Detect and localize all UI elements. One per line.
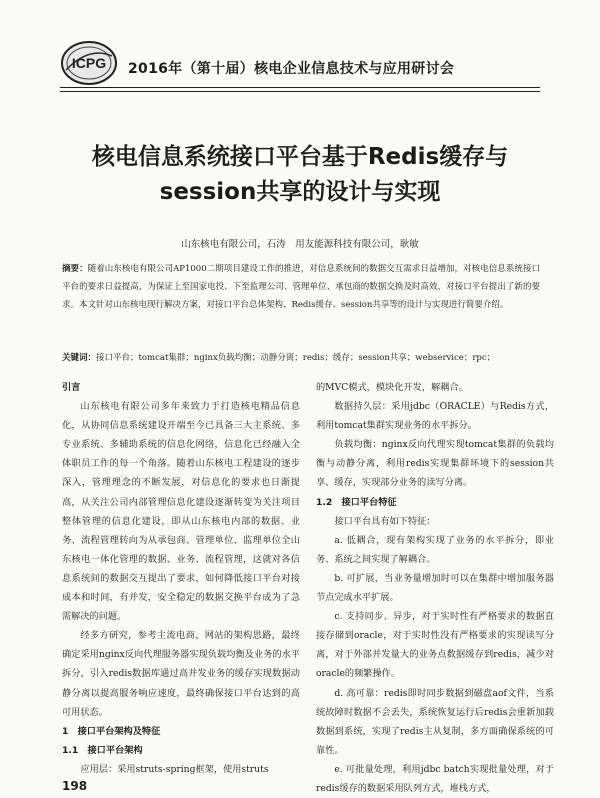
section-heading: 引言 xyxy=(62,382,81,393)
body-right-column xyxy=(316,378,554,798)
header-rule-bottom xyxy=(60,91,540,92)
paper-title-line2: session共享的设计与实现 xyxy=(159,179,441,205)
paragraph: 负载均衡：nginx反向代理实现tomcat集群的负载均衡与动静分离，利用redis实现集群环境下的session共享、缓存，实现部分业务的读写分离。 xyxy=(316,439,554,489)
paragraph: 应用层：采用struts-spring框架，使用struts xyxy=(80,763,269,775)
paragraph: 经多方研究，参考主流电商、网站的架构思路，最终确定采用nginx反向代理服务器实现负载均衡及业务的水平拆分，引入redis数据库通过高并发业务的缓存实现数据动静分离以提高服务响应速度，最终确保接口平台达到的高可用状态。 xyxy=(62,630,300,718)
body-left-column xyxy=(62,378,300,779)
paper-title-line1: 核电信息系统接口平台基于Redis缓存与 xyxy=(91,144,509,170)
conference-title: 2016年（第十届）核电企业信息技术与应用研讨会 xyxy=(128,61,455,77)
keywords-text: 接口平台；tomcat集群；nginx负载均衡；动静分离；redis；缓存；session共享；webservice；rpc； xyxy=(96,353,496,363)
abstract-text: 随着山东核电有限公司AP1000二期项目建设工作的推进，对信息系统间的数据交互需求日益增加，对核电信息系统接口平台的要求日益提高，为保证上至国家电投、下至监理公司、管理单位、承包商的数据交换及时高效，对接口平台提出了新的要求。本文针对山东核电现行解决方案，对接口平台总体架构、Redis缓存、session共享等的设计与实现进行简要介绍。 xyxy=(62,264,540,310)
keywords-label: 关键词： xyxy=(62,353,97,363)
paragraph: 接口平台具有如下特征： xyxy=(334,515,436,527)
conference-logo xyxy=(60,40,118,86)
paragraph-continued: 的MVC模式，模块化开发，解耦合。 xyxy=(316,382,468,393)
abstract xyxy=(62,260,540,314)
paragraph: 山东核电有限公司多年来致力于打造核电精品信息化，从协同信息系统建设开端至今已具备三大主系统、多专业系统、多辅助系统的信息化网络，信息化已经融入全体职员工作的每一个角落。随着山东核电工程建设的逐步深入，管理理念的不断发展，对信息化的要求也日渐提高，从关注公司内部管理信息化建设逐渐转变为关注项目整体管理的信息化建设，即从山东核电内部的数据、业务、流程管理转向为从承包商、管理单位、监理单位全山东核电一体化管理的数据、业务、流程管理，这就对各信息系统间的数据交互提出了要求，如何降低接口平台对接成本和时间，有并发，安全稳定的数据交换平台成为了急需解决的问题。 xyxy=(62,401,300,623)
abstract-label: 摘要： xyxy=(62,264,88,274)
keywords xyxy=(62,351,540,363)
logo-text: ICPG xyxy=(71,55,107,71)
authors: 山东核电有限公司，石涛 用友能源科技有限公司，耿敏 xyxy=(181,239,419,250)
subsection-heading: 1.2 接口平台特征 xyxy=(316,496,397,508)
paragraph: 数据持久层：采用jdbc（ORACLE）与Redis方式，利用tomcat集群实现业务的水平拆分。 xyxy=(316,401,554,432)
list-item: b. 可扩展，当业务量增加时可以在集群中增加服务器节点完成水平扩展。 xyxy=(316,572,554,604)
list-item: c. 支持同步、异步，对于实时性有严格要求的数据直接存储到oracle，对于实时性没有严格要求的实现读写分离，对于外部并发量大的业务点数据缓存到redis，减少对oracle的频繁操作。 xyxy=(316,611,554,680)
list-item: d. 高可靠：redis即时同步数据到磁盘aof文件，当系统故障时数据不会丢失，系统恢复运行后redis会重新加载数据到系统，实现了redis主从复制，多方面确保系统的可靠性。 xyxy=(316,687,554,756)
list-item: a. 低耦合，现有架构实现了业务的水平拆分，即业务、系统之间实现了解耦合。 xyxy=(316,534,554,565)
header-rule-top xyxy=(60,87,540,88)
subsection-heading: 1.1 接口平台架构 xyxy=(62,744,143,756)
section-heading: 1 接口平台架构及特征 xyxy=(62,725,161,737)
page-number: 198 xyxy=(62,779,88,793)
list-item: e. 可批量处理，利用jdbc batch实现批量处理，对于redis缓存的数据采用队列方式，堆栈方式， xyxy=(316,763,554,794)
